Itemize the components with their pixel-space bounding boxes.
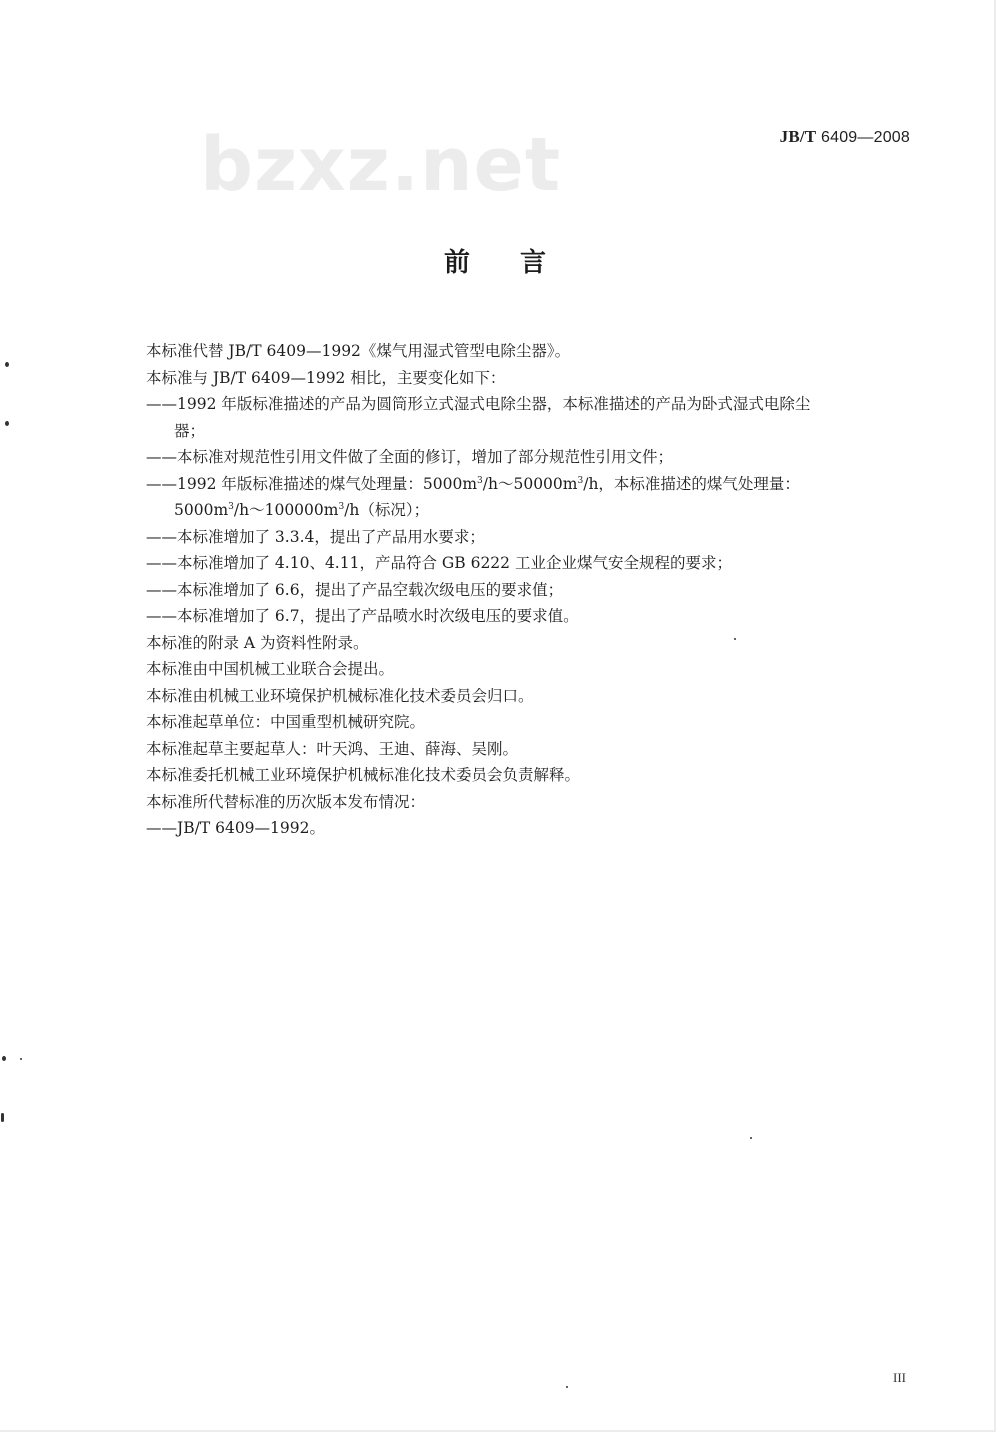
list-item: ——1992 年版标准描述的煤气处理量：$5000m^3/h\sim 50000m^3/h$，本标准描述的煤气处理量： xyxy=(146,474,800,493)
paragraph: 本标准与 JB/T 6409—1992 相比，主要变化如下： xyxy=(146,368,506,387)
standard-prefix: JB/T xyxy=(779,127,817,146)
paragraph: 本标准所代替标准的历次版本发布情况： xyxy=(146,792,426,811)
scan-speck xyxy=(734,638,736,640)
list-item: ——本标准增加了 6.7，提出了产品喷水时次级电压的要求值。 xyxy=(146,607,579,625)
paragraph: 本标准代替 JB/T 6409—1992《煤气用湿式管型电除尘器》。 xyxy=(146,342,571,360)
scan-speck xyxy=(1,1113,4,1122)
list-item: ——本标准对规范性引用文件做了全面的修订，增加了部分规范性引用文件； xyxy=(146,448,674,466)
paragraph: 本标准由机械工业环境保护机械标准化技术委员会归口。 xyxy=(146,686,534,705)
page-title: 前言 xyxy=(443,248,596,278)
list-item: ——本标准增加了 3.3.4，提出了产品用水要求； xyxy=(146,527,485,546)
list-item-continuation: $5000m^3/h\sim 100000m^3/h$（标况）； xyxy=(174,501,430,519)
paragraph: 本标准委托机械工业环境保护机械标准化技术委员会负责解释。 xyxy=(146,766,581,784)
foreword-body xyxy=(146,338,926,842)
scan-speck xyxy=(2,1056,6,1061)
standard-code xyxy=(780,127,910,147)
scan-speck xyxy=(5,421,9,426)
paragraph: 本标准起草主要起草人：叶天鸿、王迪、薛海、吴刚。 xyxy=(146,739,519,758)
scan-speck xyxy=(5,362,9,367)
list-item: ——1992 年版标准描述的产品为圆筒形立式湿式电除尘器，本标准描述的产品为卧式湿式电除尘 xyxy=(146,395,811,413)
scan-speck xyxy=(20,1058,22,1060)
scan-speck xyxy=(750,1137,752,1139)
watermark: bzxz.net xyxy=(200,122,562,208)
list-item: ——本标准增加了 6.6，提出了产品空载次级电压的要求值； xyxy=(146,580,564,599)
list-item: ——JB/T 6409—1992。 xyxy=(146,819,325,837)
paragraph: 本标准的附录 A 为资料性附录。 xyxy=(146,633,369,652)
list-item: ——本标准增加了 4.10、4.11，产品符合 GB 6222 工业企业煤气安全规程的要求； xyxy=(146,554,732,572)
page-number: III xyxy=(893,1370,906,1385)
standard-number: 6409—2008 xyxy=(821,129,910,146)
paragraph: 本标准起草单位：中国重型机械研究院。 xyxy=(146,713,426,731)
list-item-continuation: 器； xyxy=(174,421,206,440)
scan-speck xyxy=(566,1386,568,1388)
paragraph: 本标准由中国机械工业联合会提出。 xyxy=(146,660,395,678)
